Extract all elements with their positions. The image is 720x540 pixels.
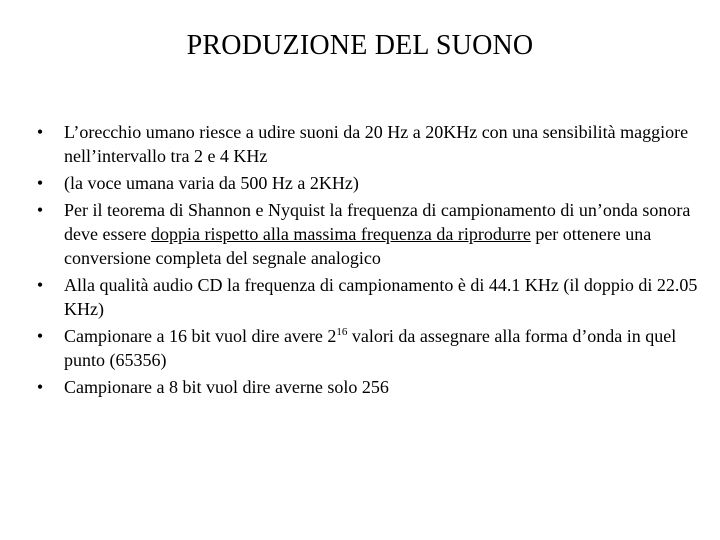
bullet-icon: • [36,200,44,220]
bullet-text: Alla qualità audio CD la frequenza di campionamento è di 44.1 KHz (il doppio di 22.05 KHz) [64,275,698,319]
underlined-text: doppia rispetto alla massima frequenza da riprodurre [150,224,531,244]
bullet-item-8-bit [30,375,700,399]
bullet-item-human-voice [30,171,700,195]
slide-title: PRODUZIONE DEL SUONO [186,30,534,61]
bullet-item-16-bit [30,324,700,372]
bullet-icon: • [36,173,44,193]
superscript-exponent: 16 [336,326,348,338]
bullet-item-hearing-range [30,120,700,168]
bullet-list [30,120,700,402]
bullet-icon: • [36,377,44,397]
bullet-icon: • [36,326,44,346]
bullet-text-before: Per il teorema di Shannon e Nyquist la frequenza di campionamento di un’onda sonora deve essere [64,200,691,244]
bullet-text: L’orecchio umano riesce a udire suoni da 20 Hz a 20KHz con una sensibilità maggiore nell’intervallo tra 2 e 4 KHz [64,122,689,166]
bullet-text-before: Campionare a 16 bit vuol dire avere 2 [64,326,337,346]
bullet-item-nyquist [30,198,700,270]
bullet-icon: • [36,122,44,142]
bullet-text-after: valori da assegnare alla forma d’onda in quel punto (65356) [64,326,677,370]
bullet-item-cd-quality [30,273,700,321]
bullet-text: Campionare a 8 bit vuol dire averne solo 256 [64,377,389,397]
bullet-text-after: per ottenere una conversione completa del segnale analogico [64,224,652,268]
bullet-icon: • [36,275,44,295]
bullet-text: (la voce umana varia da 500 Hz a 2KHz) [64,173,359,193]
